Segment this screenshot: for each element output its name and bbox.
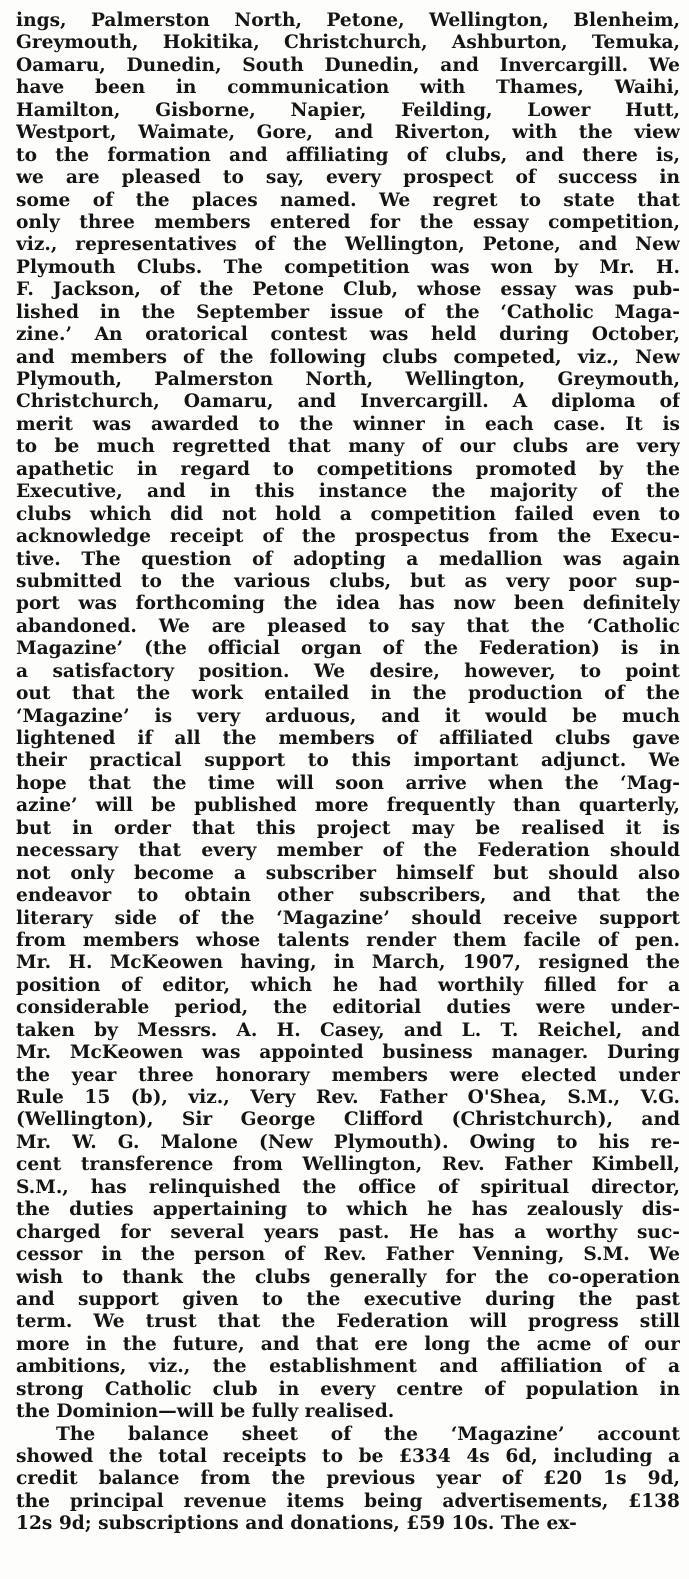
article-line: acknowledge receipt of the prospectus from the Execu-: [16, 526, 680, 548]
article-line: clubs which did not hold a competition failed even to: [16, 503, 680, 525]
article-line: Westport, Waimate, Gore, and Riverton, with the view: [16, 122, 680, 144]
article-line: Mr. H. McKeowen having, in March, 1907, resigned the: [16, 952, 680, 974]
article-line: merit was awarded to the winner in each case. It is: [16, 413, 680, 435]
article-line: strong Catholic club in every centre of population in: [16, 1378, 680, 1400]
article-line: out that the work entailed in the production of the: [16, 683, 680, 705]
article-line: from members whose talents render them facile of pen.: [16, 929, 680, 951]
article-line: taken by Messrs. A. H. Casey, and L. T. Reichel, and: [16, 1019, 680, 1041]
article-line: showed the total receipts to be £334 4s 6d, including a: [16, 1446, 680, 1467]
article-line: hope that the time will soon arrive when the ‘Mag-: [16, 772, 680, 794]
article-line: Rule 15 (b), viz., Very Rev. Father O'Shea, S.M., V.G.: [16, 1087, 680, 1108]
article-line: lished in the September issue of the ‘Catholic Maga-: [16, 301, 680, 323]
article-line: considerable period, the editorial duties were under-: [16, 997, 680, 1019]
article-line: have been in communication with Thames, Waihi,: [16, 77, 680, 99]
article-line: cent transference from Wellington, Rev. Father Kimbell,: [16, 1154, 680, 1176]
article-line: ambitions, viz., the establishment and affiliation of a: [16, 1356, 680, 1378]
article-line: Christchurch, Oamaru, and Invercargill. A diploma of: [16, 391, 680, 413]
article-line: The balance sheet of the ‘Magazine’ account: [56, 1423, 680, 1445]
article-line: F. Jackson, of the Petone Club, whose essay was pub-: [16, 279, 680, 301]
article-line: ‘Magazine’ is very arduous, and it would be much: [16, 705, 680, 727]
article-line: endeavor to obtain other subscribers, and that the: [16, 885, 680, 907]
article-line: literary side of the ‘Magazine’ should receive support: [16, 907, 680, 929]
article-line: Magazine’ (the official organ of the Federation) is in: [16, 638, 680, 660]
article-line: azine’ will be published more frequently than quarterly,: [16, 795, 680, 817]
article-line: abandoned. We are pleased to say that the ‘Catholic: [16, 615, 680, 637]
article-line: apathetic in regard to competitions promoted by the: [16, 458, 680, 480]
article-line: port was forthcoming the idea has now been definitely: [16, 593, 680, 615]
article-line: and support given to the executive during the past: [16, 1288, 680, 1310]
article-line: viz., representatives of the Wellington, Petone, and New: [16, 234, 680, 256]
article-line: Mr. W. G. Malone (New Plymouth). Owing to his re-: [16, 1131, 680, 1153]
article-line: (Wellington), Sir George Clifford (Christchurch), and: [16, 1109, 680, 1131]
article-line: Executive, and in this instance the majority of the: [16, 481, 680, 503]
article-line: Plymouth Clubs. The competition was won by Mr. H.: [16, 256, 680, 278]
article-line: 12s 9d; subscriptions and donations, £59 10s. The ex-: [16, 1513, 577, 1535]
article-line: to the formation and affiliating of clubs, and there is,: [16, 144, 680, 166]
article-line: Oamaru, Dunedin, South Dunedin, and Invercargill. We: [16, 54, 680, 76]
article-line: we are pleased to say, every prospect of success in: [16, 167, 680, 189]
article-line: a satisfactory position. We desire, however, to point: [16, 660, 680, 682]
article-line: S.M., has relinquished the office of spiritual director,: [16, 1176, 680, 1198]
article-line: cessor in the person of Rev. Father Venning, S.M. We: [16, 1244, 680, 1266]
article-line: but in order that this project may be realised it is: [16, 817, 680, 839]
article-line: the duties appertaining to which he has zealously dis-: [16, 1199, 680, 1221]
article-line: some of the places named. We regret to state that: [16, 189, 680, 211]
article-line: Mr. McKeowen was appointed business manager. During: [16, 1042, 680, 1064]
article-line: submitted to the various clubs, but as very poor sup-: [16, 570, 680, 592]
article-line: position of editor, which he had worthily filled for a: [16, 974, 680, 996]
article-line: the principal revenue items being advertisements, £138: [16, 1490, 680, 1512]
article-line: their practical support to this important adjunct. We: [16, 750, 680, 772]
article-line: necessary that every member of the Federation should: [16, 840, 680, 862]
article-line: and members of the following clubs competed, viz., New: [16, 346, 680, 368]
article-line: Hamilton, Gisborne, Napier, Feilding, Lower Hutt,: [16, 99, 680, 121]
article-line: wish to thank the clubs generally for the co-operation: [16, 1266, 680, 1288]
article-line: not only become a subscriber himself but should also: [16, 862, 680, 884]
article-line: credit balance from the previous year of £20 1s 9d,: [16, 1468, 680, 1490]
article-line: to be much regretted that many of our clubs are very: [16, 436, 680, 458]
article-line: the Dominion—will be fully realised.: [16, 1401, 395, 1423]
article-column: [16, 10, 680, 1536]
article-line: term. We trust that the Federation will progress still: [16, 1311, 680, 1333]
article-line: charged for several years past. He has a worthy suc-: [16, 1221, 680, 1243]
article-line: Plymouth, Palmerston North, Wellington, Greymouth,: [16, 369, 680, 390]
article-line: tive. The question of adopting a medallion was again: [16, 548, 680, 570]
article-line: Greymouth, Hokitika, Christchurch, Ashburton, Temuka,: [16, 32, 680, 54]
article-line: only three members entered for the essay competition,: [16, 211, 680, 233]
article-line: zine.’ An oratorical contest was held during October,: [16, 324, 680, 346]
article-line: the year three honorary members were elected under: [16, 1064, 680, 1086]
article-line: lightened if all the members of affiliated clubs gave: [16, 728, 680, 749]
article-line: ings, Palmerston North, Petone, Wellington, Blenheim,: [16, 10, 680, 31]
article-line: more in the future, and that ere long the acme of our: [16, 1333, 680, 1355]
